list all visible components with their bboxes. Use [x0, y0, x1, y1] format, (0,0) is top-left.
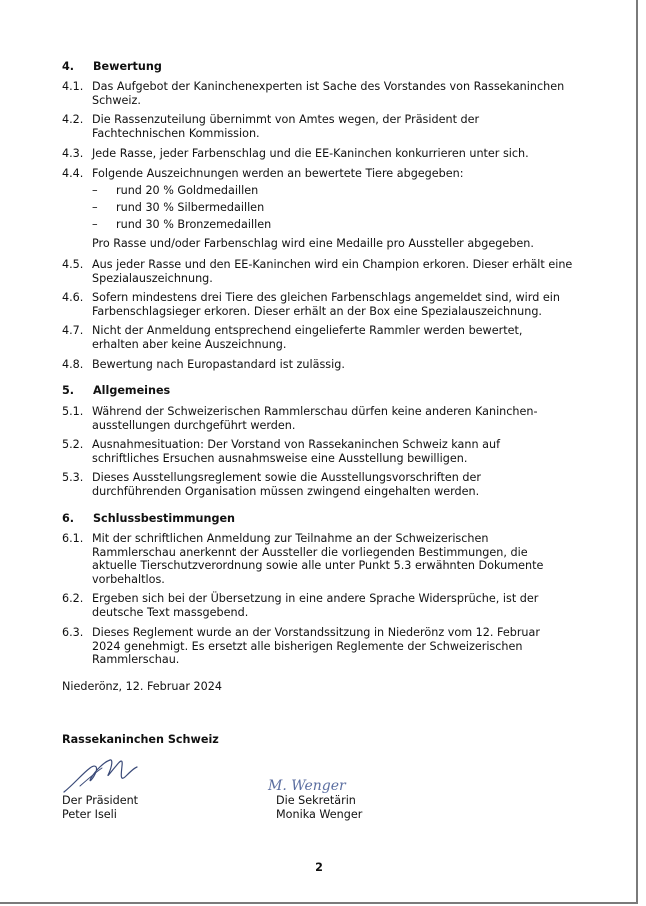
clause-number: 5.1. [62, 405, 84, 418]
medal-note [92, 237, 572, 251]
clause-text: Während der Schweizerischen Rammlerschau dürfen keine anderen Kaninchen-ausstellungen durchgeführt werden. [92, 405, 538, 432]
clause-text: Bewertung nach Europastandard ist zulässig. [92, 358, 345, 371]
section-heading [62, 384, 170, 398]
clause-number: 4.8. [62, 358, 84, 371]
medal-note-text: Pro Rasse und/oder Farbenschlag wird eine Medaille pro Aussteller abgegeben. [92, 237, 534, 250]
clause-number: 4.2. [62, 113, 84, 126]
dash: – [92, 201, 98, 214]
place-date: Niederönz, 12. Februar 2024 [62, 680, 222, 693]
signature-president-image [60, 748, 150, 796]
clause-text: Sofern mindestens drei Tiere des gleichen Farbenschlags angemeldet sind, wird ein Farbenschlagsieger erkoren. Dieser erhält an der Box eine Spezialauszeichnung. [92, 291, 560, 318]
clause-6-1 [62, 532, 582, 586]
clause-number: 4.1. [62, 80, 84, 93]
clause-number: 4.5. [62, 258, 84, 271]
signer-secretary [276, 794, 362, 821]
clause-4-1 [62, 80, 582, 107]
clause-number: 4.3. [62, 147, 84, 160]
clause-number: 4.7. [62, 324, 84, 337]
clause-4-6 [62, 291, 582, 318]
clause-text: Ergeben sich bei der Übersetzung in eine andere Sprache Widersprüche, ist der deutsche Text massgebend. [92, 592, 539, 619]
medal-item [92, 184, 572, 198]
signer-name: Monika Wenger [276, 807, 363, 821]
section-number: 5. [62, 384, 75, 397]
medal-text: rund 30 % Silbermedaillen [116, 201, 265, 214]
clause-6-2 [62, 592, 582, 619]
clause-4-4 [62, 167, 582, 181]
clause-text: Dieses Reglement wurde an der Vorstandssitzung in Niederönz vom 12. Februar 2024 genehmigt. Es ersetzt alle bisherigen Reglemente der Schweizerischen Rammlerschau. [92, 626, 540, 667]
clause-number: 4.6. [62, 291, 84, 304]
clause-text: Mit der schriftlichen Anmeldung zur Teilnahme an der Schweizerischen Rammlerschau anerkennt der Aussteller die vorliegenden Bestimmungen, die aktuelle Tierschutzverordnung sowie alle unter Punkt 5.3 erwähnten Dokumente vorbehaltlos. [92, 532, 544, 586]
signer-role: Die Sekretärin [276, 794, 356, 807]
clause-4-7 [62, 324, 582, 351]
clause-number: 4.4. [62, 167, 84, 180]
clause-text: Ausnahmesituation: Der Vorstand von Rassekaninchen Schweiz kann auf schriftliches Ersuchen ausnahmsweise eine Ausstellung bewilligen. [92, 438, 501, 465]
page-number: 2 [315, 861, 323, 874]
signer-role: Der Präsident [62, 794, 139, 807]
organization-name: Rassekaninchen Schweiz [62, 733, 219, 746]
clause-text: Das Aufgebot der Kaninchenexperten ist Sache des Vorstandes von Rassekaninchen Schweiz. [92, 80, 565, 107]
clause-5-1 [62, 405, 582, 432]
clause-text: Folgende Auszeichnungen werden an bewertete Tiere abgegeben: [92, 167, 464, 180]
medal-text: rund 30 % Bronzemedaillen [116, 218, 272, 231]
signer-president [62, 794, 138, 821]
section-heading [62, 512, 235, 526]
clause-text: Aus jeder Rasse und den EE-Kaninchen wird ein Champion erkoren. Dieser erhält eine Spezialauszeichnung. [92, 258, 573, 285]
clause-5-3 [62, 471, 582, 498]
clause-text: Die Rassenzuteilung übernimmt von Amtes wegen, der Präsident der Fachtechnischen Kommission. [92, 113, 480, 140]
clause-text: Jede Rasse, jeder Farbenschlag und die EE-Kaninchen konkurrieren unter sich. [92, 147, 529, 160]
clause-number: 5.3. [62, 471, 84, 484]
medal-text: rund 20 % Goldmedaillen [116, 184, 259, 197]
clause-4-2 [62, 113, 582, 140]
clause-4-8 [62, 358, 582, 372]
clause-4-3 [62, 147, 582, 161]
clause-4-5 [62, 258, 582, 285]
clause-number: 5.2. [62, 438, 84, 451]
clause-text: Nicht der Anmeldung entsprechend eingelieferte Rammler werden bewertet, erhalten aber keine Auszeichnung. [92, 324, 523, 351]
signature-secretary-image [266, 774, 366, 796]
dash: – [92, 184, 98, 197]
section-number: 4. [62, 60, 75, 73]
signer-name: Peter Iseli [62, 807, 117, 821]
clause-6-3 [62, 626, 582, 667]
section-title: Bewertung [93, 60, 162, 73]
clause-number: 6.2. [62, 592, 84, 605]
dash: – [92, 218, 98, 231]
clause-number: 6.3. [62, 626, 84, 639]
section-title: Schlussbestimmungen [93, 512, 236, 525]
clause-number: 6.1. [62, 532, 84, 545]
clause-text: Dieses Ausstellungsreglement sowie die Ausstellungsvorschriften der durchführenden Organisation müssen zwingend eingehalten werden. [92, 471, 481, 498]
section-heading [62, 60, 162, 74]
signature-secretary-text: M. Wenger [268, 778, 346, 794]
medal-item [92, 218, 572, 232]
section-number: 6. [62, 512, 75, 525]
clause-5-2 [62, 438, 582, 465]
medal-item [92, 201, 572, 215]
section-title: Allgemeines [93, 384, 171, 397]
